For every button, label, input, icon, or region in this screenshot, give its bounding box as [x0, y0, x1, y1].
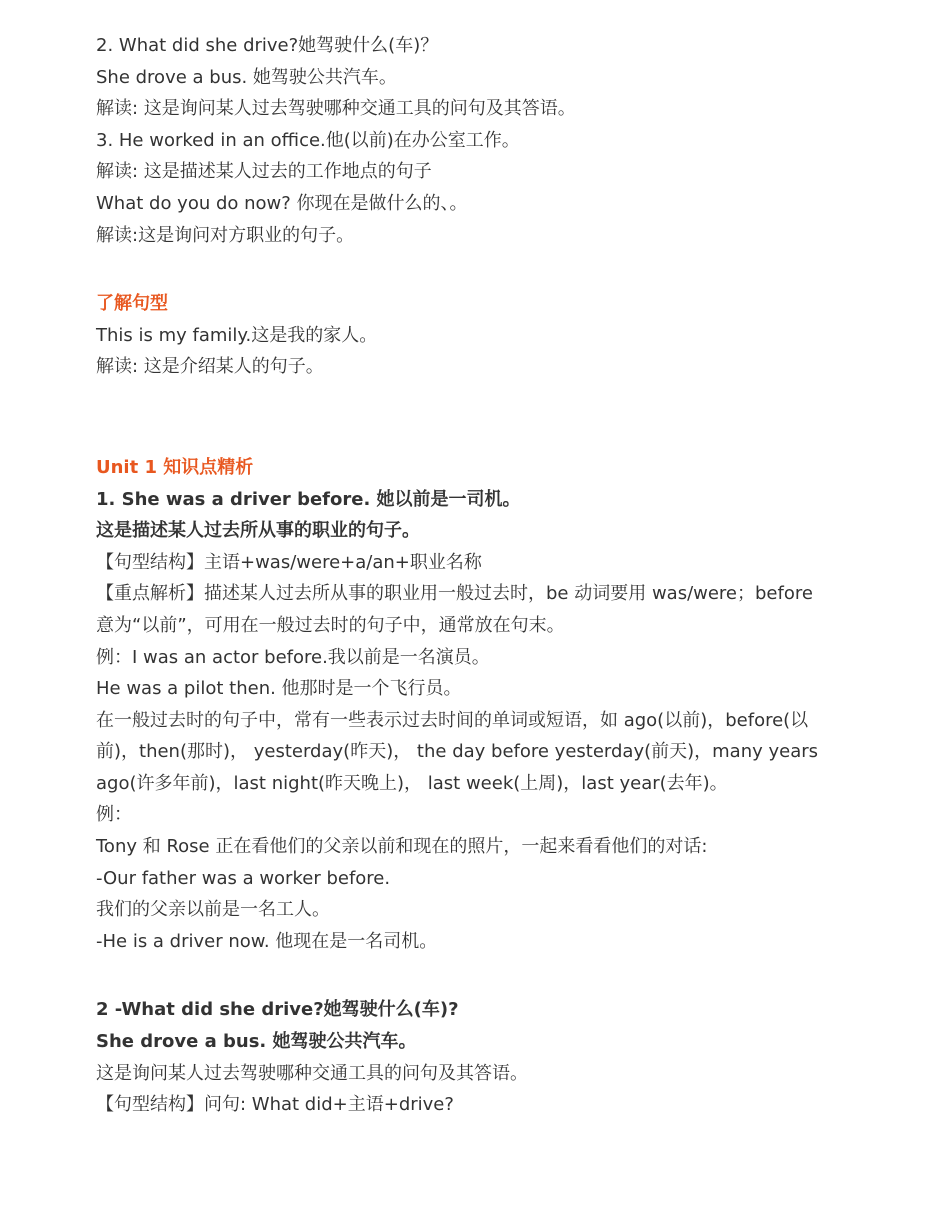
- text-line: 解读: 这是介绍某人的句子。: [96, 356, 324, 378]
- structure-line: 【句型结构】问句: What did+主语+drive?: [96, 1094, 454, 1116]
- text-line: 解读: 这是询问某人过去驾驶哪种交通工具的问句及其答语。: [96, 98, 576, 120]
- text-line: 解读:这是询问对方职业的句子。: [96, 224, 355, 246]
- example-line: He was a pilot then. 他那时是一个飞行员。: [96, 678, 462, 700]
- text-line: 2. What did she drive?她驾驶什么(车)？: [96, 35, 439, 56]
- dialog-intro: Tony 和 Rose 正在看他们的父亲以前和现在的照片，一起来看看他们的对话:: [96, 836, 708, 858]
- dialog-line: -He is a driver now. 他现在是一名司机。: [96, 930, 438, 952]
- text-line: This is my family.这是我的家人。: [96, 324, 378, 346]
- point-answer: She drove a bus. 她驾驶公共汽车。: [96, 1031, 417, 1053]
- text-line: What do you do now? 你现在是做什么的、。: [96, 192, 468, 214]
- text-line: 解读: 这是描述某人过去的工作地点的句子: [96, 161, 432, 183]
- section-heading: 了解句型: [96, 293, 168, 315]
- point-title: 2 -What did she drive?她驾驶什么(车)?: [96, 999, 459, 1021]
- document-page: [96, 30, 836, 1121]
- dialog-line: -Our father was a worker before.: [96, 867, 391, 889]
- dialog-translation: 我们的父亲以前是一名工人。: [96, 899, 330, 921]
- section-sentence-patterns: [96, 288, 836, 383]
- text-line: She drove a bus. 她驾驶公共汽车。: [96, 66, 397, 88]
- block-review-sentences: [96, 30, 836, 251]
- section-unit1-knowledge: [96, 452, 836, 1121]
- point-title: 1. She was a driver before. 她以前是一司机。: [96, 488, 521, 510]
- text-line: 3. He worked in an office.他(以前)在办公室工作。: [96, 129, 520, 151]
- time-words-paragraph: 在一般过去时的句子中，常有一些表示过去时间的单词或短语，如 ago(以前)，before(以前)，then(那时)， yesterday(昨天)， the day before yesterday(前天)，many years ago(许多年前)，last night(昨天晚上)， last week(上周)，last year(去年)。: [96, 709, 819, 794]
- structure-line: 【句型结构】主语+was/were+a/an+职业名称: [96, 551, 482, 573]
- section-heading: Unit 1 知识点精析: [96, 456, 254, 478]
- example-label: 例：: [96, 804, 132, 826]
- point-subtitle: 这是描述某人过去所从事的职业的句子。: [96, 520, 420, 542]
- description-line: 这是询问某人过去驾驶哪种交通工具的问句及其答语。: [96, 1062, 528, 1084]
- example-line: 例：I was an actor before.我以前是一名演员。: [96, 646, 490, 668]
- analysis-paragraph: 【重点解析】描述某人过去所从事的职业用一般过去时，be 动词要用 was/were；before 意为“以前”，可用在一般过去时的句子中，通常放在句末。: [96, 583, 813, 636]
